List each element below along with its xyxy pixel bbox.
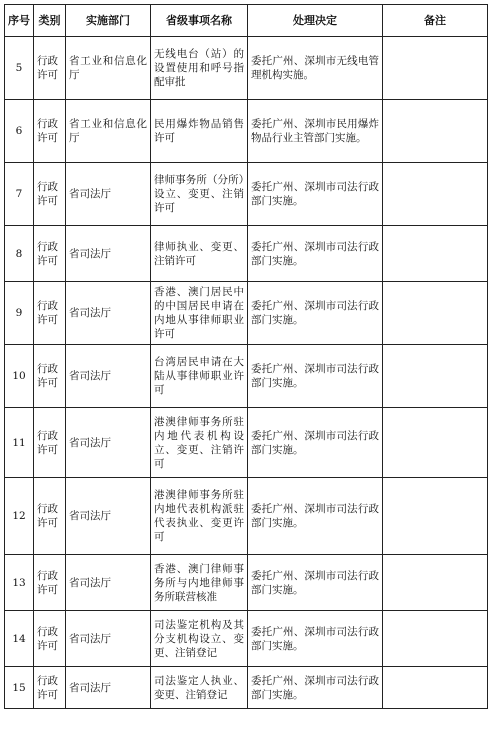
row-department: 省司法厅	[66, 408, 151, 478]
row-decision: 委托广州、深圳市司法行政部门实施。	[248, 345, 383, 408]
row-category: 行政许可	[34, 667, 66, 709]
row-decision: 委托广州、深圳市司法行政部门实施。	[248, 555, 383, 611]
row-item-name: 香港、澳门律师事务所与内地律师事务所联营核准	[151, 555, 248, 611]
row-item-name: 司法鉴定机构及其分支机构设立、变更、注销登记	[151, 611, 248, 667]
row-decision: 委托广州、深圳市民用爆炸物品行业主管部门实施。	[248, 100, 383, 163]
table-row	[5, 100, 488, 163]
header-remark: 备注	[383, 5, 488, 37]
row-remark	[383, 408, 488, 478]
row-department: 省司法厅	[66, 667, 151, 709]
row-item-name: 台湾居民申请在大陆从事律师职业许可	[151, 345, 248, 408]
row-department: 省司法厅	[66, 611, 151, 667]
row-category: 行政许可	[34, 611, 66, 667]
header-no: 序号	[5, 5, 34, 37]
row-category: 行政许可	[34, 226, 66, 282]
row-category: 行政许可	[34, 100, 66, 163]
row-category: 行政许可	[34, 282, 66, 345]
row-category: 行政许可	[34, 345, 66, 408]
row-decision: 委托广州、深圳市司法行政部门实施。	[248, 478, 383, 555]
table-row	[5, 611, 488, 667]
row-remark	[383, 667, 488, 709]
row-remark	[383, 611, 488, 667]
table-header-row	[5, 5, 488, 37]
row-number: 8	[5, 226, 34, 282]
row-item-name: 律师事务所（分所）设立、变更、注销许可	[151, 163, 248, 226]
row-remark	[383, 345, 488, 408]
row-category: 行政许可	[34, 478, 66, 555]
row-remark	[383, 37, 488, 100]
table-row	[5, 345, 488, 408]
row-item-name: 港澳律师事务所驻内地代表机构设立、变更、注销许可	[151, 408, 248, 478]
row-department: 省司法厅	[66, 163, 151, 226]
table-row	[5, 37, 488, 100]
row-item-name: 司法鉴定人执业、变更、注销登记	[151, 667, 248, 709]
header-category: 类别	[34, 5, 66, 37]
table-row	[5, 408, 488, 478]
row-decision: 委托广州、深圳市司法行政部门实施。	[248, 163, 383, 226]
row-decision: 委托广州、深圳市司法行政部门实施。	[248, 667, 383, 709]
row-number: 10	[5, 345, 34, 408]
row-item-name: 无线电台（站）的设置使用和呼号指配审批	[151, 37, 248, 100]
row-category: 行政许可	[34, 163, 66, 226]
row-category: 行政许可	[34, 408, 66, 478]
row-number: 14	[5, 611, 34, 667]
row-number: 11	[5, 408, 34, 478]
row-item-name: 港澳律师事务所驻内地代表机构派驻代表执业、变更许可	[151, 478, 248, 555]
row-item-name: 香港、澳门居民中的中国居民申请在内地从事律师职业许可	[151, 282, 248, 345]
row-item-name: 律师执业、变更、注销许可	[151, 226, 248, 282]
row-remark	[383, 163, 488, 226]
row-department: 省司法厅	[66, 345, 151, 408]
row-remark	[383, 282, 488, 345]
row-department: 省工业和信息化厅	[66, 37, 151, 100]
row-number: 13	[5, 555, 34, 611]
table-row	[5, 555, 488, 611]
row-decision: 委托广州、深圳市司法行政部门实施。	[248, 226, 383, 282]
row-decision: 委托广州、深圳市司法行政部门实施。	[248, 408, 383, 478]
row-category: 行政许可	[34, 37, 66, 100]
table-row	[5, 667, 488, 709]
table-body	[5, 37, 488, 709]
row-item-name: 民用爆炸物品销售许可	[151, 100, 248, 163]
row-number: 5	[5, 37, 34, 100]
table-row	[5, 282, 488, 345]
row-number: 12	[5, 478, 34, 555]
row-remark	[383, 100, 488, 163]
row-department: 省司法厅	[66, 478, 151, 555]
row-department: 省司法厅	[66, 226, 151, 282]
table-row	[5, 163, 488, 226]
row-decision: 委托广州、深圳市司法行政部门实施。	[248, 611, 383, 667]
row-remark	[383, 226, 488, 282]
matters-table	[4, 4, 488, 709]
header-department: 实施部门	[66, 5, 151, 37]
table-row	[5, 226, 488, 282]
row-number: 6	[5, 100, 34, 163]
row-number: 7	[5, 163, 34, 226]
row-remark	[383, 555, 488, 611]
row-remark	[383, 478, 488, 555]
row-department: 省司法厅	[66, 282, 151, 345]
row-decision: 委托广州、深圳市司法行政部门实施。	[248, 282, 383, 345]
row-number: 9	[5, 282, 34, 345]
header-decision: 处理决定	[248, 5, 383, 37]
row-number: 15	[5, 667, 34, 709]
row-category: 行政许可	[34, 555, 66, 611]
header-item: 省级事项名称	[151, 5, 248, 37]
row-department: 省司法厅	[66, 555, 151, 611]
row-department: 省工业和信息化厅	[66, 100, 151, 163]
row-decision: 委托广州、深圳市无线电管理机构实施。	[248, 37, 383, 100]
table-row	[5, 478, 488, 555]
